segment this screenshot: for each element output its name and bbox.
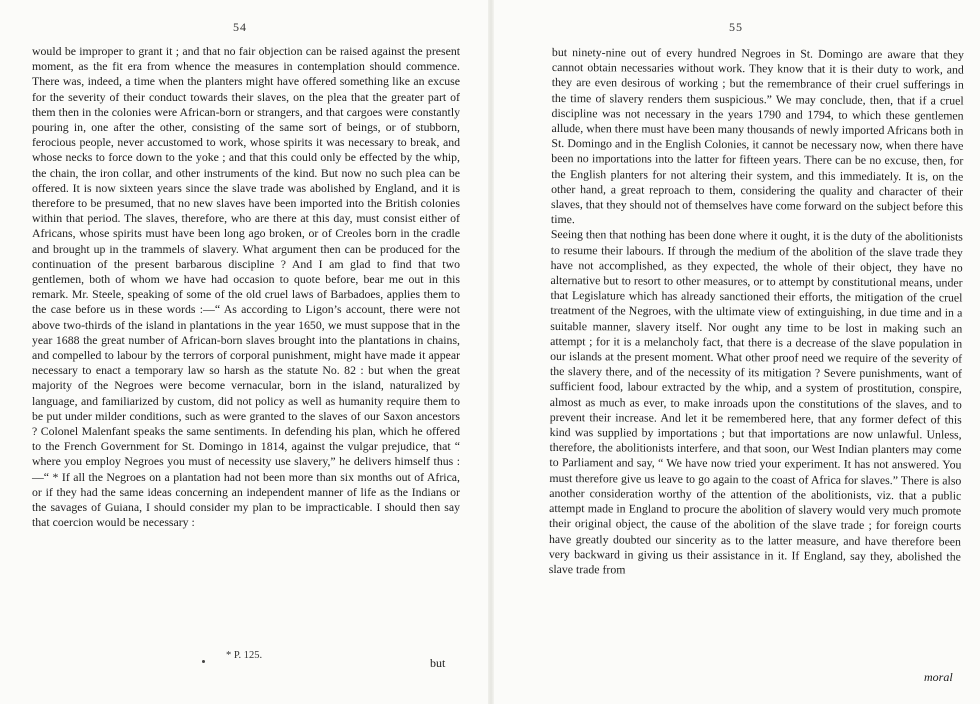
page-body-text: but ninety-nine out of every hundred Negroes in St. Domingo are aware that they cannot obtain necessaries without work. They know that it is their duty to work, and they are even desirous of working ; but the remembrance of their cruel sufferings in the time of slavery renders them suspicious.” We may conclude, then, that if a cruel discipline was not necessary in the years 1790 and 1794, to which these gentlemen allude, when there must have been many thousands of newly imported Africans both in St. Domingo and in the English Colonies, it cannot be necessary now, when there have been no importations into the latter for fifteen years. There can be no excuse, then, for the English planters for not altering their system, and this immediately. It is, on the other hand, a great reproach to them, considering the quality and character of their slaves, that they should not of themselves have come forward on the subject before this time. Seeing then that nothing has been done where it ought, it is the duty of the abolitionists to resume their labours. If through the medium of the abolition of the slave trade they have not accomplished, as they expected, the whole of their object, they have no alternative but to resort to other measures, or to attempt by constitutional means, under that Legislature which has already sanctioned their efforts, the mitigation of the cruel treatment of the Negroes, with the ultimate view of extinguishing, in due time and in a suitable manner, slavery itself. Nor ought any time to be lost in making such an attempt ; for it is a melancholy fact, that there is a decrease of the slave population in our islands at the present moment. What other proof need we require of the severity of the slavery there, and of the necessity of its mitigation ? Severe punishments, want of sufficient food, labour extracted by the whip, and a system of prostitution, conspire, almost as much as ever, to make inroads upon the constitutions of the slaves, and to prevent their increase. And let it be remembered here, that any former defect of this kind was supplied by importations ; but that importations are now unlawful. Unless, therefore, the abolitionists interfere, and that soon, our West Indian planters may come to Parliament and say, “ We have now tried your experiment. It has not answered. You must therefore give us leave to go again to the coast of Africa for slaves.” There is also another consideration worthy of the attention of the abolitionists, viz. that a public attempt made in England to procure the abolition of slavery would very much promote their original object, the cause of the abolition of the slave trade ; for foreign courts have greatly doubted our sincerity as to the latter measure, and have therefore been very backward in giving us their assistance in it. If England, say they, abolished the slave trade from <box>548 45 964 577</box>
catchword: but <box>430 656 446 670</box>
catchword: moral <box>924 670 953 684</box>
left-page <box>0 0 488 704</box>
page-number: 55 <box>729 20 743 34</box>
right-page <box>494 0 980 704</box>
ink-speck <box>202 660 205 663</box>
footnote: * P. 125. <box>226 650 263 661</box>
page-body-text: would be improper to grant it ; and that no fair objection can be raised against the present moment, as the fit era from whence the measures in contemplation should commence. There was, indeed, a time when the planters might have offered something like an excuse for the severity of their conduct towards their slaves, on the plea that the greater part of them then in the colonies were African-born or strangers, and that cargoes were constantly pouring in, one after the other, consisting of the same sort of beings, or of stubborn, ferocious people, never accustomed to work, whose spirits it was necessary to break, and whose necks to force down to the yoke ; and that this could only be effected by the whip, the chain, the iron collar, and other instruments of the kind. But now no such plea can be offered. It is now sixteen years since the slave trade was abolished by England, and it is therefore to be presumed, that no new slaves have been imported into the British colonies within that period. The slaves, therefore, who are there at this day, must consist either of Africans, whose spirits must have been long ago broken, or of Creoles born in the cradle and brought up in the trammels of slavery. What argument then can be produced for the continuation of the present barbarous discipline ? And I am glad to find that two gentlemen, both of whom we have had occasion to quote before, bear me out in this remark. Mr. Steele, speaking of some of the old cruel laws of Barbadoes, applies them to the case before us in these words :—“ As according to Ligon’s account, there were not above two-thirds of the island in plantations in the year 1650, we must suppose that in the year 1688 the great number of African-born slaves brought into the plantations in chains, and compelled to labour by the terrors of corporal punishment, might have made it appear necessary to enact a temporary law so harsh as the statute No. 82 : but when the great majority of the Negroes were become vernacular, born in the island, naturalized by language, and familiarized by custom, did not policy as well as humanity require them to be put under milder conditions, such as were granted to the slaves of our Saxon ancestors ? Colonel Malenfant speaks the same sentiments. In defending his plan, which he offered to the French Government for St. Domingo in 1814, against the vulgar prejudice, that “ where you employ Negroes you must of necessity use slavery,” he delivers himself thus :—“ * If all the Negroes on a plantation had not been more than six months out of Africa, or if they had the same ideas concerning an independent manner of life as the Indians or the savages of Guiana, I should consider my plan to be impracticable. I should then say that coercion would be necessary : <box>32 44 460 530</box>
page-number: 54 <box>233 20 247 34</box>
